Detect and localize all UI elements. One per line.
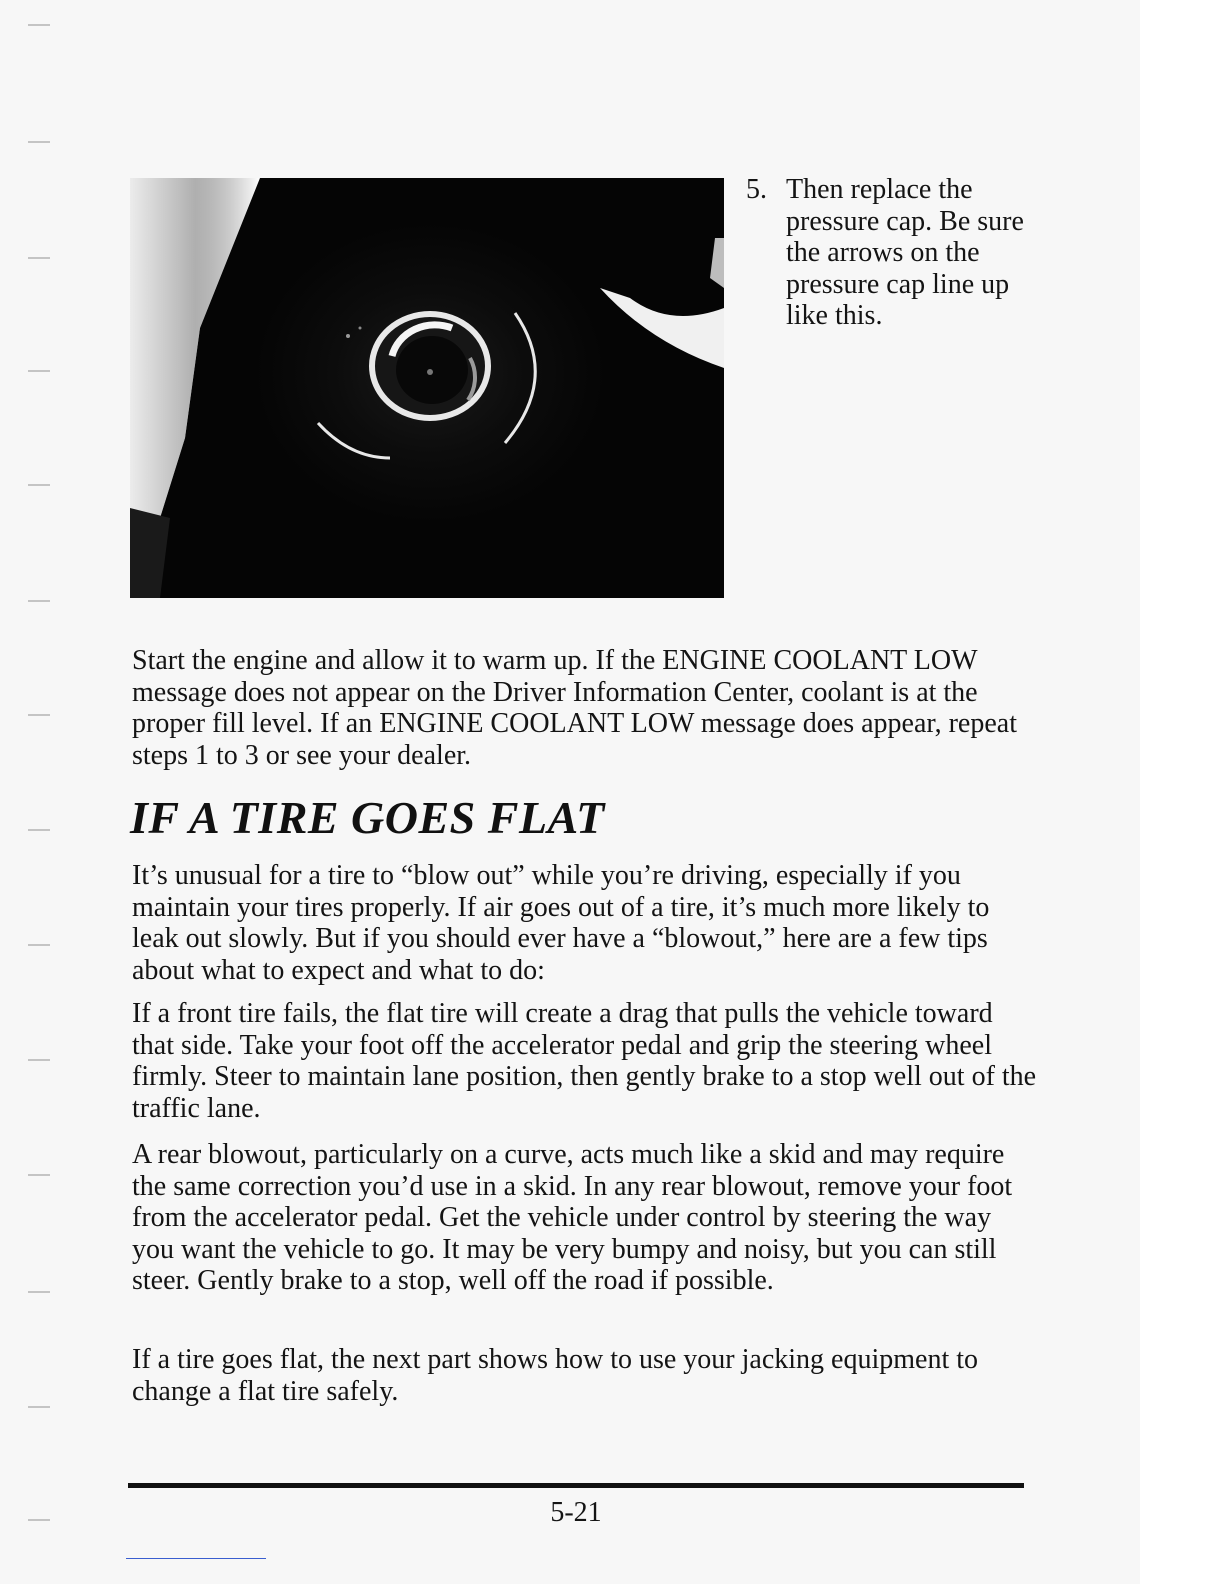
pressure-cap-illustration xyxy=(130,178,724,598)
rear-blowout-paragraph: A rear blowout, particularly on a curve, acts much like a skid and may require the same correction you’d use in a skid. In any rear blowout, remove your foot from the accelerator pedal. Get the vehicle under control by steering the way you want the vehicle to go. It may be very bumpy and noisy, but you can still steer. Gently brake to a stop, well off the road if possible. xyxy=(132,1139,1013,1296)
margin-tick xyxy=(28,257,50,259)
margin-tick xyxy=(28,1174,50,1176)
margin-tick xyxy=(28,370,50,372)
margin-tick xyxy=(28,829,50,831)
step-number: 5. xyxy=(746,174,767,205)
step-text: Then replace the pressure cap. Be sure the arrows on the pressure cap line up like this. xyxy=(786,174,1024,331)
footer-rule xyxy=(128,1483,1024,1488)
margin-tick xyxy=(28,484,50,486)
margin-tick xyxy=(28,24,50,26)
margin-tick xyxy=(28,944,50,946)
page-number: 5-21 xyxy=(550,1497,602,1528)
margin-tick xyxy=(28,141,50,143)
corner-line xyxy=(126,1558,266,1559)
margin-tick xyxy=(28,600,50,602)
pressure-cap-photo xyxy=(130,178,724,598)
margin-tick xyxy=(28,1406,50,1408)
coolant-paragraph: Start the engine and allow it to warm up. If the ENGINE COOLANT LOW message does not appear on the Driver Information Center, coolant is at the proper fill level. If an ENGINE COOLANT LOW message does appear, repeat steps 1 to 3 or see your dealer. xyxy=(132,645,1017,771)
margin-tick xyxy=(28,1291,50,1293)
intro-paragraph: It’s unusual for a tire to “blow out” while you’re driving, especially if you maintain your tires properly. If air goes out of a tire, it’s much more likely to leak out slowly. But if you should ever have a “blowout,” here are a few tips about what to expect and what to do: xyxy=(132,860,990,986)
margin-tick xyxy=(28,1059,50,1061)
section-heading: IF A TIRE GOES FLAT xyxy=(130,792,605,843)
front-tire-paragraph: If a front tire fails, the flat tire will create a drag that pulls the vehicle toward that side. Take your foot off the accelerator pedal and grip the steering wheel firmly. Steer to maintain lane position, then gently brake to a stop well out of the traffic lane. xyxy=(132,998,1037,1124)
next-part-paragraph: If a tire goes flat, the next part shows how to use your jacking equipment to change a flat tire safely. xyxy=(132,1344,979,1407)
margin-tick xyxy=(28,714,50,716)
